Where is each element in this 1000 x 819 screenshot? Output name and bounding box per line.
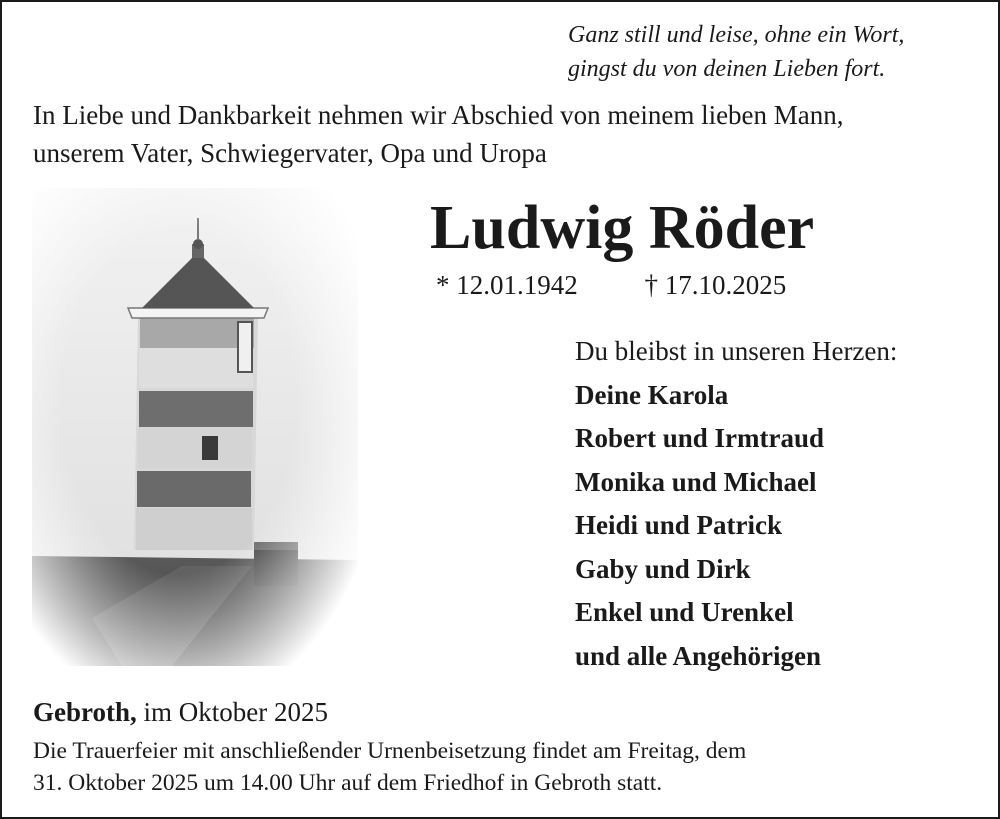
intro-line: unserem Vater, Schwiegervater, Opa und Uropa <box>33 138 547 168</box>
place-and-date <box>33 693 328 731</box>
quote-line: gingst du von deinen Lieben fort. <box>568 56 886 82</box>
intro-line: In Liebe und Dankbarkeit nehmen wir Abschied von meinem lieben Mann, <box>33 100 844 130</box>
mourner-name: Monika und Michael <box>575 466 817 497</box>
life-dates <box>436 266 786 304</box>
lighthouse-photo <box>32 188 358 666</box>
mourner-name: Heidi und Patrick <box>575 510 783 540</box>
mourners-list <box>575 330 897 678</box>
mourner-name: Deine Karola <box>575 379 729 410</box>
mourner-name: Enkel und Urenkel <box>575 597 794 627</box>
memorial-quote <box>568 18 940 86</box>
quote-line: Ganz still und leise, ohne ein Wort, <box>568 22 905 48</box>
intro-text <box>33 96 963 172</box>
place-town: Gebroth, <box>33 697 137 727</box>
deceased-name: Ludwig Röder <box>430 194 815 262</box>
funeral-notice <box>33 735 973 799</box>
notice-line: 31. Oktober 2025 um 14.00 Uhr auf dem Friedhof in Gebroth statt. <box>33 770 663 796</box>
mourners-lead: Du bleibst in unseren Herzen: <box>575 336 898 366</box>
place-date: im Oktober 2025 <box>136 697 328 727</box>
birth-date: * 12.01.1942 <box>436 270 578 300</box>
death-date: † 17.10.2025 <box>644 270 787 300</box>
mourner-name: Robert und Irmtraud <box>575 423 825 453</box>
mourner-name: Gaby und Dirk <box>575 553 751 584</box>
mourner-name: und alle Angehörigen <box>575 640 822 671</box>
notice-line: Die Trauerfeier mit anschließender Urnenbeisetzung findet am Freitag, dem <box>33 738 747 764</box>
